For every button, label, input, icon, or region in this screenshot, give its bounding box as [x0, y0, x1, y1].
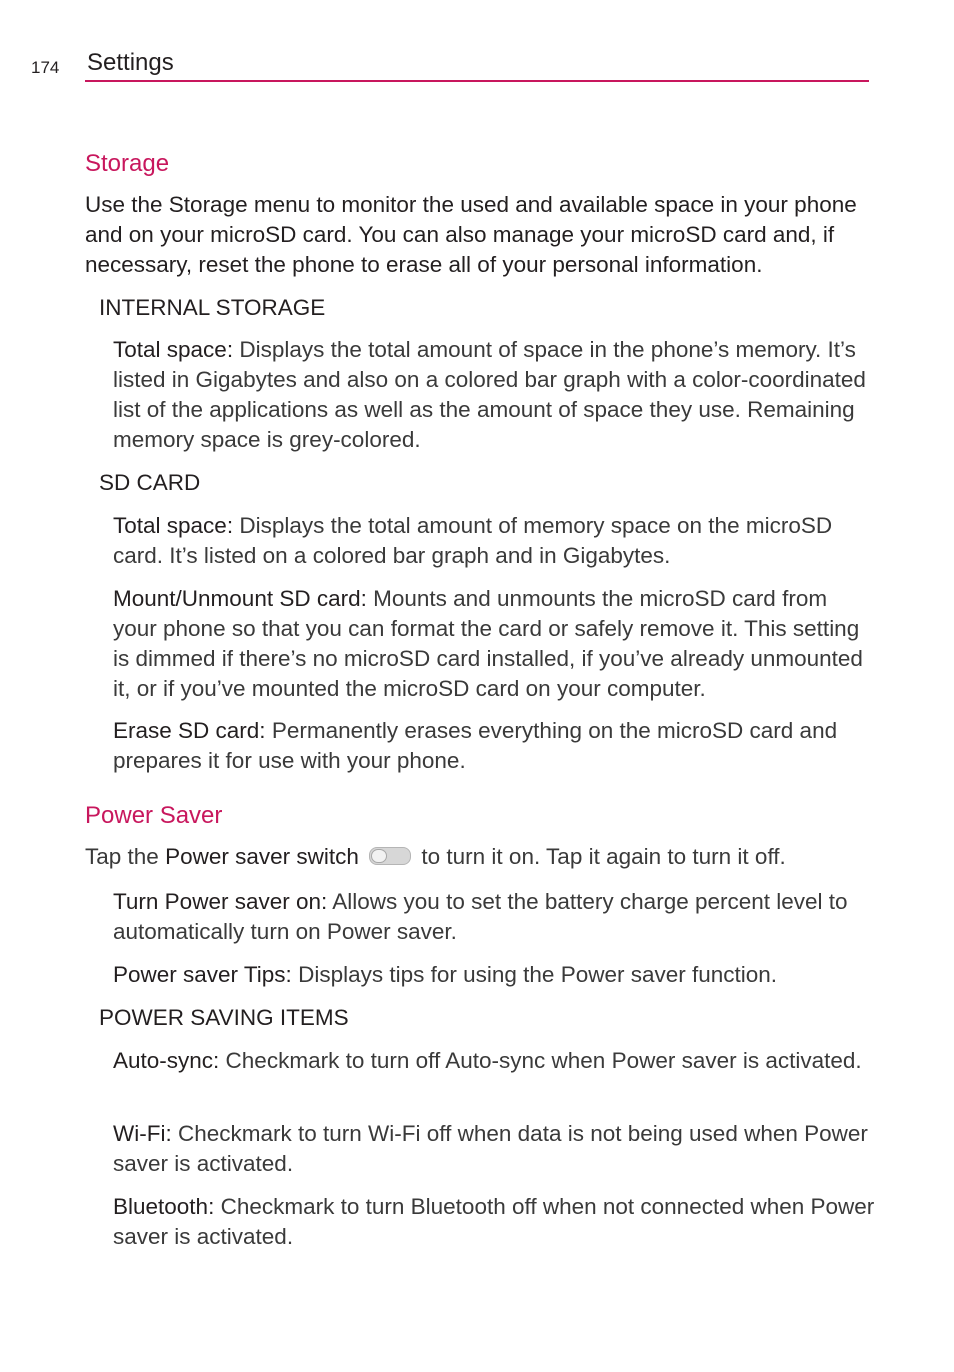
turn-power-saver-on-item — [113, 887, 875, 947]
sd-total-space-item — [113, 511, 875, 571]
power-saver-tips-desc: Displays tips for using the Power saver function. — [291, 962, 778, 987]
header-rule — [85, 80, 869, 82]
internal-storage-heading: INTERNAL STORAGE — [99, 295, 326, 320]
bluetooth-desc: Checkmark to turn Bluetooth off when not connected when Power saver is activated. — [113, 1194, 875, 1249]
storage-intro: Use the Storage menu to monitor the used and available space in your phone and on your microSD card. You can also manage your microSD card and, if necessary, reset the phone to erase all of your personal information. — [85, 192, 857, 277]
power-saver-intro-pre: Tap the — [85, 844, 166, 869]
bluetooth-item — [113, 1192, 875, 1252]
mount-sd-desc: Mounts and unmounts the microSD card from your phone so that you can format the card or safely remove it. This setting is dimmed if there’s no microSD card installed, if you’ve already unmounted it, or if you’ve mounted the microSD card on your computer. — [113, 586, 863, 701]
turn-power-saver-on-term: Turn Power saver on: — [113, 889, 328, 914]
erase-sd-desc: Permanently erases everything on the microSD card and prepares it for use with your phone. — [113, 718, 838, 773]
power-saver-tips-term: Power saver Tips: — [113, 962, 292, 987]
wifi-item — [113, 1119, 875, 1179]
auto-sync-desc: Checkmark to turn off Auto-sync when Power saver is activated. — [219, 1048, 862, 1073]
erase-sd-term: Erase SD card: — [113, 718, 266, 743]
sd-total-space-desc: Displays the total amount of memory space on the microSD card. It’s listed on a colored bar graph and in Gigabytes. — [113, 513, 833, 568]
power-saver-intro-post: to turn it on. Tap it again to turn it off. — [415, 844, 786, 869]
power-saver-intro — [85, 842, 875, 872]
auto-sync-item — [113, 1046, 875, 1076]
power-saver-switch-term: Power saver switch — [165, 844, 359, 869]
toggle-knob — [371, 849, 387, 863]
mount-sd-term: Mount/Unmount SD card: — [113, 586, 367, 611]
power-saver-section-title: Power Saver — [85, 802, 223, 829]
internal-total-space-item — [113, 335, 875, 455]
mount-sd-item — [113, 584, 875, 704]
auto-sync-term: Auto-sync: — [113, 1048, 220, 1073]
internal-total-space-desc: Displays the total amount of space in the phone’s memory. It’s listed in Gigabytes and also on a colored bar graph with a color-coordinated list of the applications as well as the amount of space they use. Remaining memory space is grey-colored. — [113, 337, 866, 452]
erase-sd-item — [113, 716, 875, 776]
running-title: Settings — [87, 49, 174, 76]
turn-power-saver-on-desc: Allows you to set the battery charge percent level to automatically turn on Power saver. — [113, 889, 848, 944]
page-number: 174 — [31, 58, 60, 77]
bluetooth-term: Bluetooth: — [113, 1194, 215, 1219]
sd-card-heading: SD CARD — [99, 470, 201, 495]
wifi-term: Wi-Fi: — [113, 1121, 172, 1146]
sd-total-space-term: Total space: — [113, 513, 234, 538]
storage-section-title: Storage — [85, 150, 170, 177]
power-saver-tips-item — [113, 960, 875, 990]
power-saving-items-heading: POWER SAVING ITEMS — [99, 1005, 349, 1030]
internal-total-space-term: Total space: — [113, 337, 234, 362]
toggle-switch-off-icon — [369, 847, 411, 865]
wifi-desc: Checkmark to turn Wi-Fi off when data is not being used when Power saver is activated. — [113, 1121, 868, 1176]
